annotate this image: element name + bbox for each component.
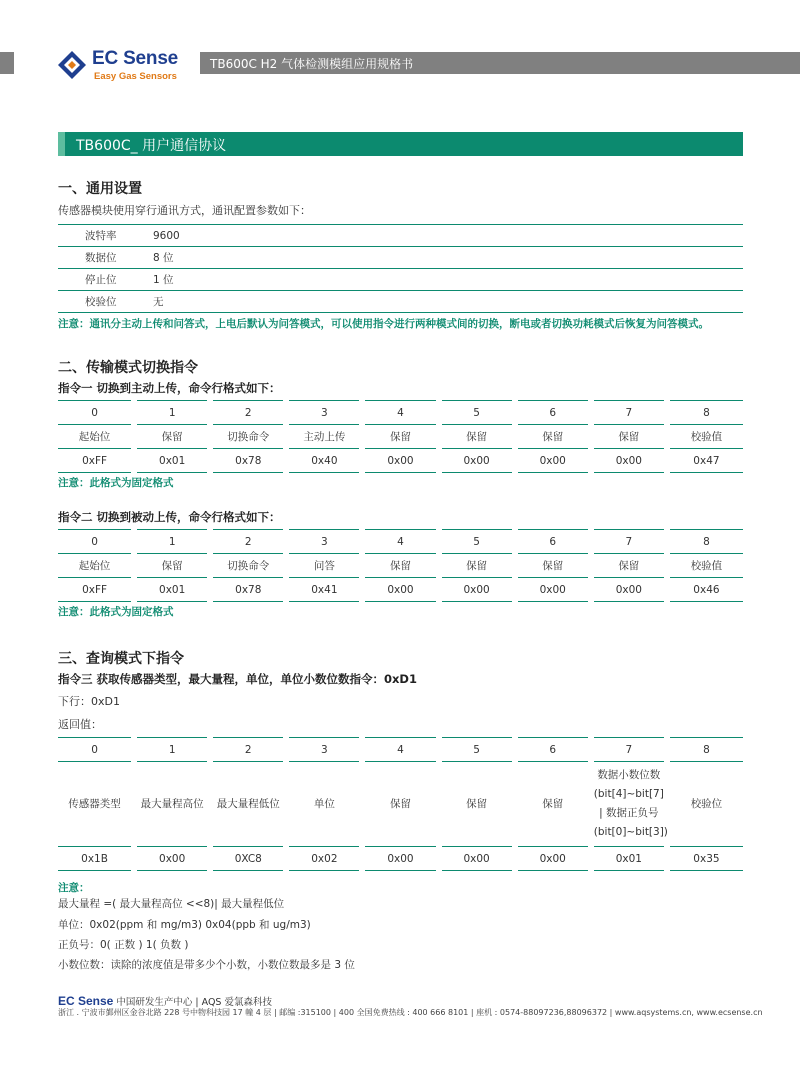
cmd3-table xyxy=(58,737,743,871)
table-cell: 0x00 xyxy=(439,847,515,871)
table-cell: 保留 xyxy=(134,425,210,449)
table-cell: 最大量程低位 xyxy=(210,762,286,847)
footer-address: 浙江 . 宁波市鄞州区金谷北路 228 号中物科技园 17 幢 4 层 | 邮编 :315100 | 400 全国免费热线 : 400 666 8101 | 座机 : 0574-88097236,88096372 | www.aqsystems.cn, www.ecsense.cn xyxy=(58,1008,763,1017)
table-cell: 0x00 xyxy=(362,847,438,871)
section-bar-mark xyxy=(58,132,65,156)
footer-brand: EC Sense xyxy=(58,994,114,1008)
s3-heading: 三、查询模式下指令 xyxy=(58,651,184,667)
table-row xyxy=(58,425,743,449)
table-cell: 保留 xyxy=(362,425,438,449)
table-cell: 主动上传 xyxy=(286,425,362,449)
table-cell: 保留 xyxy=(362,762,438,847)
table-cell: 0x78 xyxy=(210,449,286,473)
table-cell: 数据小数位数 (bit[4]~bit[7] | 数据正负号 (bit[0]~bit[3]) xyxy=(591,762,667,847)
table-cell: 2 xyxy=(210,738,286,762)
table-cell: 4 xyxy=(362,738,438,762)
s1-note: 注意：通讯分主动上传和问答式，上电后默认为问答模式，可以使用指令进行两种模式间的切换，断电或者切换功耗模式后恢复为问答模式。 xyxy=(58,318,709,330)
table-cell: 保留 xyxy=(515,762,591,847)
table-cell: 校验值 xyxy=(667,554,743,578)
cmd1-title: 指令一 切换到主动上传，命令行格式如下： xyxy=(58,381,281,395)
table-cell: 0x00 xyxy=(362,578,438,602)
table-cell: 3 xyxy=(286,738,362,762)
table-row xyxy=(58,578,743,602)
table-cell: 0 xyxy=(58,530,134,554)
table-cell: 保留 xyxy=(439,762,515,847)
table-cell: 0x41 xyxy=(286,578,362,602)
table-cell: 3 xyxy=(286,401,362,425)
table-cell: 7 xyxy=(591,530,667,554)
table-row xyxy=(58,554,743,578)
cmd1-note: 注意：此格式为固定格式 xyxy=(58,477,174,489)
header-bar xyxy=(200,52,800,74)
table-cell: 1 xyxy=(134,738,210,762)
table-cell: 单位 xyxy=(286,762,362,847)
table-cell: 1 xyxy=(134,401,210,425)
table-cell: 0x00 xyxy=(515,449,591,473)
s3-note-4: 小数位数：读除的浓度值是带多少个小数，小数位数最多是 3 位 xyxy=(58,959,355,971)
table-cell: 6 xyxy=(515,401,591,425)
config-key: 停止位 xyxy=(58,269,153,291)
table-cell: 0x1B xyxy=(58,847,134,871)
table-cell: 0 xyxy=(58,401,134,425)
s1-intro: 传感器模块使用穿行通讯方式，通讯配置参数如下： xyxy=(58,204,311,217)
table-row xyxy=(58,269,743,291)
table-row xyxy=(58,762,743,847)
section-title-bar xyxy=(58,132,743,156)
table-cell: 0 xyxy=(58,738,134,762)
section-title: TB600C_ 用户通信协议 xyxy=(76,138,227,154)
table-cell: 5 xyxy=(439,401,515,425)
s1-heading: 一、通用设置 xyxy=(58,181,142,197)
table-cell: 5 xyxy=(439,738,515,762)
table-cell: 0x02 xyxy=(286,847,362,871)
cmd2-table xyxy=(58,529,743,602)
table-cell: 保留 xyxy=(134,554,210,578)
table-row xyxy=(58,247,743,269)
table-row xyxy=(58,401,743,425)
table-cell: 传感器类型 xyxy=(58,762,134,847)
config-key: 校验位 xyxy=(58,291,153,313)
s3-note-2: 单位：0x02(ppm 和 mg/m3) 0x04(ppb 和 ug/m3) xyxy=(58,919,311,931)
table-cell: 保留 xyxy=(362,554,438,578)
table-cell: 6 xyxy=(515,738,591,762)
table-cell: 8 xyxy=(667,530,743,554)
table-cell: 7 xyxy=(591,738,667,762)
header-left-block xyxy=(0,52,14,74)
table-cell: 0x01 xyxy=(591,847,667,871)
table-row xyxy=(58,847,743,871)
table-cell: 2 xyxy=(210,401,286,425)
s3-note-1: 最大量程 =( 最大量程高位 <<8)| 最大量程低位 xyxy=(58,898,285,910)
table-cell: 保留 xyxy=(591,425,667,449)
config-value: 1 位 xyxy=(153,269,743,291)
config-key: 波特率 xyxy=(58,225,153,247)
config-key: 数据位 xyxy=(58,247,153,269)
table-cell: 最大量程高位 xyxy=(134,762,210,847)
table-cell: 8 xyxy=(667,738,743,762)
logo-brand: EC Sense xyxy=(92,48,179,69)
config-value: 8 位 xyxy=(153,247,743,269)
table-cell: 1 xyxy=(134,530,210,554)
table-cell: 保留 xyxy=(515,425,591,449)
table-cell: 0x01 xyxy=(134,449,210,473)
table-cell: 保留 xyxy=(515,554,591,578)
table-cell: 0x00 xyxy=(134,847,210,871)
table-row xyxy=(58,738,743,762)
table-cell: 2 xyxy=(210,530,286,554)
table-cell: 5 xyxy=(439,530,515,554)
cmd1-table xyxy=(58,400,743,473)
table-cell: 0xFF xyxy=(58,449,134,473)
table-cell: 切换命令 xyxy=(210,425,286,449)
table-cell: 4 xyxy=(362,401,438,425)
table-cell: 保留 xyxy=(439,554,515,578)
table-cell: 0x00 xyxy=(515,847,591,871)
table-cell: 0x00 xyxy=(362,449,438,473)
table-row xyxy=(58,291,743,313)
table-cell: 保留 xyxy=(591,554,667,578)
logo-tagline: Easy Gas Sensors xyxy=(94,71,177,82)
return-label: 返回值： xyxy=(58,718,102,731)
s3-note-3: 正负号：0( 正数 ) 1( 负数 ) xyxy=(58,939,189,951)
table-row xyxy=(58,225,743,247)
cmd2-title: 指令二 切换到被动上传，命令行格式如下： xyxy=(58,510,281,524)
table-cell: 3 xyxy=(286,530,362,554)
table-cell: 0x00 xyxy=(591,449,667,473)
table-cell: 7 xyxy=(591,401,667,425)
table-cell: 8 xyxy=(667,401,743,425)
cmd2-note: 注意：此格式为固定格式 xyxy=(58,606,174,618)
table-cell: 0x00 xyxy=(439,578,515,602)
table-cell: 校验位 xyxy=(667,762,743,847)
table-cell: 起始位 xyxy=(58,425,134,449)
table-cell: 6 xyxy=(515,530,591,554)
table-cell: 校验值 xyxy=(667,425,743,449)
table-cell: 0xFF xyxy=(58,578,134,602)
config-value: 无 xyxy=(153,291,743,313)
table-cell: 0x00 xyxy=(515,578,591,602)
table-cell: 保留 xyxy=(439,425,515,449)
table-cell: 4 xyxy=(362,530,438,554)
table-cell: 0x00 xyxy=(591,578,667,602)
table-row xyxy=(58,530,743,554)
table-cell: 起始位 xyxy=(58,554,134,578)
config-table xyxy=(58,224,743,313)
brand-logo-icon xyxy=(58,51,86,79)
s3-note-label: 注意： xyxy=(58,882,90,894)
config-value: 9600 xyxy=(153,225,743,247)
table-cell: 0x78 xyxy=(210,578,286,602)
table-cell: 0x46 xyxy=(667,578,743,602)
table-cell: 问答 xyxy=(286,554,362,578)
table-cell: 0x35 xyxy=(667,847,743,871)
cmd3-title: 指令三 获取传感器类型，最大量程，单位，单位小数位数指令：0xD1 xyxy=(58,672,417,686)
table-cell: 0x01 xyxy=(134,578,210,602)
table-cell: 0XC8 xyxy=(210,847,286,871)
doc-title: TB600C H2 气体检测模组应用规格书 xyxy=(210,57,414,71)
table-cell: 切换命令 xyxy=(210,554,286,578)
table-cell: 0x40 xyxy=(286,449,362,473)
table-cell: 0x00 xyxy=(439,449,515,473)
table-row xyxy=(58,449,743,473)
s2-heading: 二、传输模式切换指令 xyxy=(58,360,198,376)
table-cell: 0x47 xyxy=(667,449,743,473)
logo xyxy=(58,47,198,83)
downlink-label: 下行：0xD1 xyxy=(58,695,120,708)
footer-center: 中国研发生产中心 | AQS 爱氯森科技 xyxy=(113,997,272,1008)
